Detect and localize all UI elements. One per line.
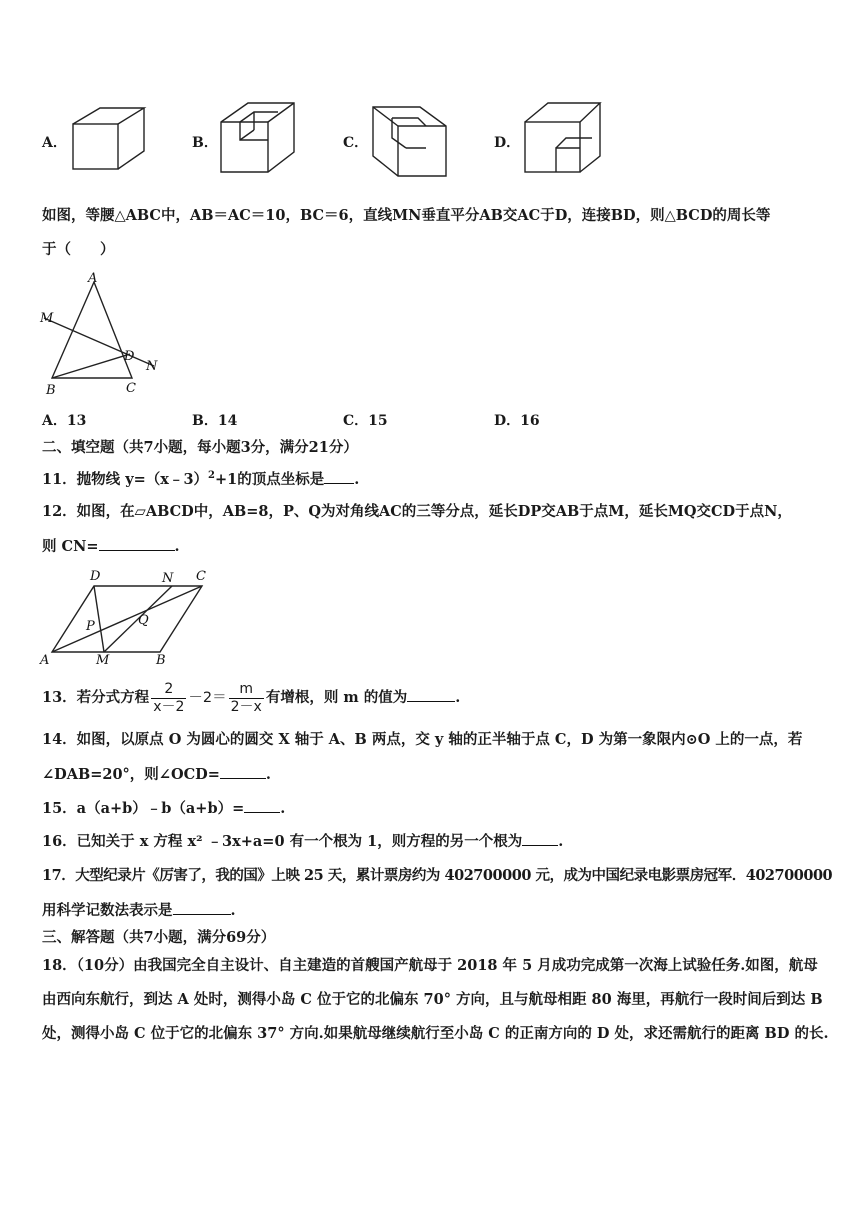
figure-label-a: A xyxy=(88,271,98,286)
figure-label-c: C xyxy=(196,569,206,584)
cube-figure-a xyxy=(70,106,150,174)
option-d-label: D． xyxy=(494,135,521,151)
figure-label-p: P xyxy=(86,619,95,634)
figure-label-m: M xyxy=(40,311,54,326)
question-10-line-1: 如图，等腰△ABC中，AB＝AC＝10，BC＝6，直线MN垂直平分AB交AC于D，连接BD，则△BCD的周长等 xyxy=(42,207,771,224)
question-10-line-2: 于（ ） xyxy=(42,241,115,258)
question-11-exponent: 2 xyxy=(208,470,216,481)
answer-blank[interactable] xyxy=(324,469,354,484)
question-13-end: . xyxy=(455,689,461,706)
question-13 xyxy=(42,676,460,720)
answer-blank[interactable] xyxy=(522,831,558,846)
question-12-parallelogram-figure xyxy=(38,566,218,670)
question-16 xyxy=(42,831,563,852)
answer-blank[interactable] xyxy=(220,764,266,779)
question-12-text: 则 CN= xyxy=(42,538,99,555)
figure-label-n: N xyxy=(146,359,158,374)
question-14-line-1: 14．如图，以原点 O 为圆心的圆交 X 轴于 A、B 两点，交 y 轴的正半轴于点 C，D 为第一象限内⊙O 上的一点，若 xyxy=(42,731,803,748)
option-b-label: B． xyxy=(192,135,218,151)
fraction-1-denominator: x－2 xyxy=(153,698,185,715)
question-13-prefix: 13．若分式方程 xyxy=(42,689,150,706)
question-17-text: 用科学记数法表示是 xyxy=(42,902,173,919)
question-18-line-2: 由西向东航行，到达 A 处时，测得小岛 C 位于它的北偏东 70° 方向，且与航母相距 80 海里，再航行一段时间后到达 B xyxy=(42,991,823,1008)
question-12-end: . xyxy=(174,538,180,555)
answer-blank[interactable] xyxy=(173,900,231,915)
figure-label-d: D xyxy=(124,349,135,364)
question-13-suffix: 有增根，则 m 的值为 xyxy=(265,689,408,706)
question-12-line-1: 12．如图，在▱ABCD中，AB=8，P、Q为对角线AC的三等分点，延长DP交AB于点M，延长MQ交CD于点N， xyxy=(42,503,792,520)
figure-label-d: D xyxy=(90,569,101,584)
answer-blank[interactable] xyxy=(407,687,455,702)
question-14-end: . xyxy=(265,766,271,783)
cube-figure-c xyxy=(370,104,452,180)
question-17-line-1: 17．大型纪录片《厉害了，我的国》上映 25 天，累计票房约为 402700000 元，成为中国纪录电影票房冠军．402700000 xyxy=(42,867,833,884)
cube-figure-d xyxy=(522,100,604,176)
q10-option-a: A．13 xyxy=(42,413,87,429)
question-11 xyxy=(42,466,359,490)
figure-label-q: Q xyxy=(138,613,149,628)
figure-label-n: N xyxy=(162,571,174,586)
fraction-2-denominator: 2－x xyxy=(230,698,262,715)
figure-label-b: B xyxy=(156,653,166,668)
question-13-mid: －2＝ xyxy=(188,690,227,706)
question-14-text: ∠DAB=20°，则∠OCD= xyxy=(42,766,220,783)
question-11-text-b: +1的顶点坐标是 xyxy=(215,470,325,488)
question-14-line-2 xyxy=(42,764,271,785)
answer-blank[interactable] xyxy=(244,798,280,813)
answer-blank[interactable] xyxy=(99,536,175,551)
question-17-end: . xyxy=(230,902,236,919)
option-c-label: C． xyxy=(343,135,369,151)
question-15 xyxy=(42,798,285,819)
cube-figure-b xyxy=(218,100,300,176)
question-15-text: 15．a（a+b）﹣b（a+b）= xyxy=(42,800,245,817)
figure-label-m: M xyxy=(96,653,110,668)
question-11-end: . xyxy=(354,470,360,488)
question-11-text-a: 11．抛物线 y=（x﹣3） xyxy=(42,470,209,488)
figure-label-b: B xyxy=(46,383,56,398)
question-15-end: . xyxy=(280,800,286,817)
fraction-1 xyxy=(151,681,186,716)
question-16-text: 16．已知关于 x 方程 x² ﹣3x+a=0 有一个根为 1，则方程的另一个根为 xyxy=(42,833,523,850)
question-10-triangle-figure xyxy=(38,268,170,400)
q10-option-b: B．14 xyxy=(192,413,238,429)
fraction-1-numerator: 2 xyxy=(151,681,186,699)
option-a-label: A． xyxy=(42,135,67,151)
figure-label-c: C xyxy=(126,381,136,396)
question-18-line-3: 处，测得小岛 C 位于它的北偏东 37° 方向.如果航母继续航行至小岛 C 的正南方向的 D 处，求还需航行的距离 BD 的长. xyxy=(42,1025,829,1042)
question-12-line-2 xyxy=(42,536,180,557)
question-18-line-1: 18．（10分）由我国完全自主设计、自主建造的首艘国产航母于 2018 年 5 月成功完成第一次海上试验任务.如图，航母 xyxy=(42,957,818,974)
question-16-end: . xyxy=(558,833,564,850)
q10-option-c: C．15 xyxy=(343,413,388,429)
question-17-line-2 xyxy=(42,900,236,921)
figure-label-a: A xyxy=(40,653,50,668)
section-3-heading: 三、解答题（共7小题，满分69分） xyxy=(42,929,276,946)
fraction-2 xyxy=(229,681,264,716)
q10-option-d: D．16 xyxy=(494,413,540,429)
fraction-2-numerator: m xyxy=(229,681,264,699)
section-2-heading: 二、填空题（共7小题，每小题3分，满分21分） xyxy=(42,439,358,456)
